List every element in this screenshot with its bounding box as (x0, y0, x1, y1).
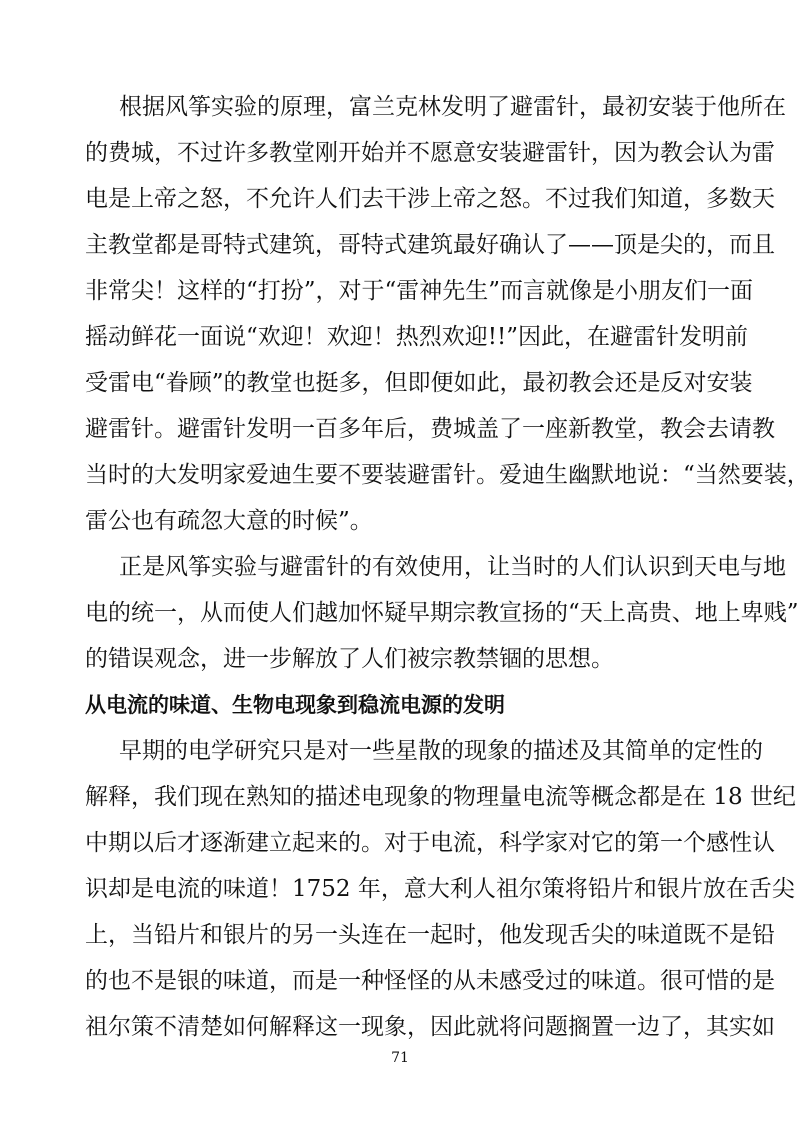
text-line: 雷公也有疏忽大意的时候”。 (85, 508, 373, 534)
text-line: 解释，我们现在熟知的描述电现象的物理量电流等概念都是在 18 世纪 (85, 784, 796, 810)
text-line: 的错误观念，进一步解放了人们被宗教禁锢的思想。 (85, 646, 614, 672)
text-line: 电是上帝之怒，不允许人们去干涉上帝之怒。不过我们知道，多数天 (85, 186, 775, 212)
text-line: 摇动鲜花一面说“欢迎！欢迎！热烈欢迎!!”因此，在避雷针发明前 (85, 324, 749, 350)
text-line: 受雷电“眷顾”的教堂也挺多，但即便如此，最初教会还是反对安装 (85, 370, 753, 396)
text-line: 电的统一，从而使人们越加怀疑早期宗教宣扬的“天上高贵、地上卑贱” (85, 600, 799, 626)
paragraph-lightning-rod (85, 84, 810, 544)
text-line: 主教堂都是哥特式建筑，哥特式建筑最好确认了——顶是尖的，而且 (85, 232, 775, 258)
text-line: 正是风筝实验与避雷针的有效使用，让当时的人们认识到天电与地 (119, 554, 786, 580)
text-line: 避雷针。避雷针发明一百多年后，费城盖了一座新教堂，教会去请教 (85, 416, 775, 442)
paragraph-unity-of-electricity (85, 544, 799, 682)
text-line: 根据风筝实验的原理，富兰克林发明了避雷针，最初安装于他所在 (119, 94, 786, 120)
paragraph-taste-of-current (85, 728, 796, 1050)
section-heading: 从电流的味道、生物电现象到稳流电源的发明 (85, 693, 505, 717)
text-line: 的也不是银的味道，而是一种怪怪的从未感受过的味道。很可惜的是 (85, 968, 775, 994)
text-line: 祖尔策不清楚如何解释这一现象，因此就将问题搁置一边了，其实如 (85, 1014, 775, 1040)
text-line: 上，当铅片和银片的另一头连在一起时，他发现舌尖的味道既不是铅 (85, 922, 775, 948)
text-line: 非常尖！这样的“打扮”，对于“雷神先生”而言就像是小朋友们一面 (85, 278, 754, 304)
page-number: 71 (391, 1050, 409, 1066)
text-line: 当时的大发明家爱迪生要不要装避雷针。爱迪生幽默地说：“当然要装， (85, 462, 810, 488)
text-line: 识却是电流的味道！1752 年，意大利人祖尔策将铅片和银片放在舌尖 (85, 876, 795, 902)
body-text (85, 84, 810, 1050)
text-line: 中期以后才逐渐建立起来的。对于电流，科学家对它的第一个感性认 (85, 830, 775, 856)
text-line: 的费城，不过许多教堂刚开始并不愿意安装避雷针，因为教会认为雷 (85, 140, 775, 166)
text-line: 早期的电学研究只是对一些星散的现象的描述及其简单的定性的 (119, 738, 763, 764)
